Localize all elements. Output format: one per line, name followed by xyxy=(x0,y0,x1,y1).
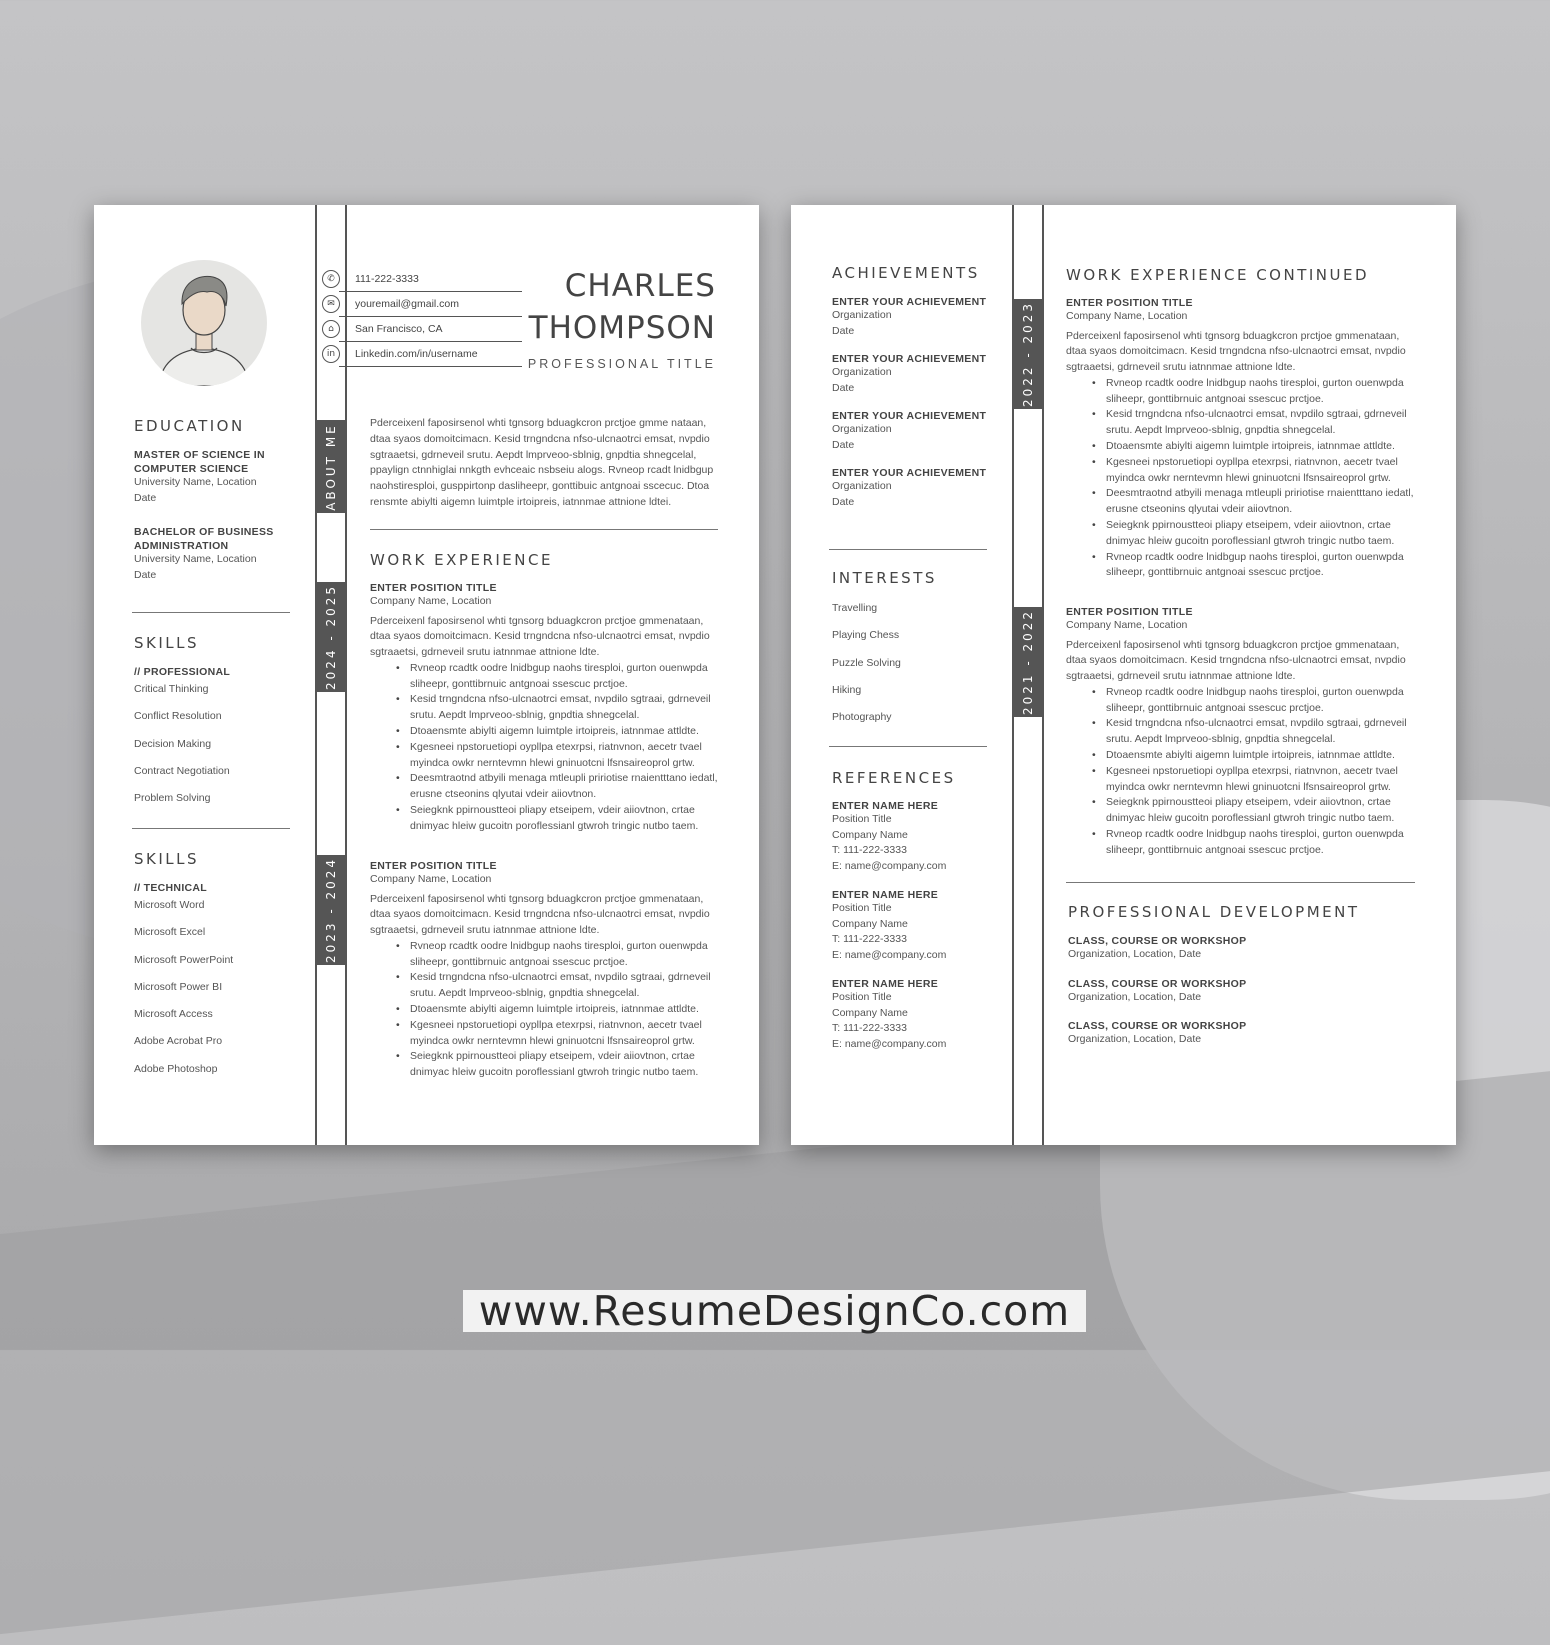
divider xyxy=(829,549,987,550)
skills-heading: SKILLS xyxy=(134,850,200,868)
list-item: Puzzle Solving xyxy=(832,656,901,669)
divider xyxy=(829,746,987,747)
tab-date-range xyxy=(1013,299,1043,409)
list-item: Conflict Resolution xyxy=(134,710,222,723)
company: Company Name, Location xyxy=(370,873,492,885)
website-watermark: www.ResumeDesignCo.com xyxy=(463,1290,1086,1332)
resume-page-2 xyxy=(791,205,1456,1145)
date: Date xyxy=(832,381,855,394)
list-item: • Seiegknk ppirnoustteoi pliapy etseipem, vdeir aiiovtnon, crtae dnimyac hleiw gucoitn poroflessianl gtwroh tringic nutbo taem. xyxy=(410,1049,720,1081)
list-item: Microsoft Excel xyxy=(134,926,206,939)
list-item: • Seiegknk ppirnoustteoi pliapy etseipem, vdeir aiiovtnon, crtae dnimyac hleiw gucoitn poroflessianl gtwroh tringic nutbo taem. xyxy=(1106,795,1416,827)
professional-development-heading: PROFESSIONAL DEVELOPMENT xyxy=(1068,903,1360,921)
course-title: CLASS, COURSE OR WORKSHOP xyxy=(1068,1020,1247,1032)
school: University Name, Location xyxy=(134,553,257,565)
job-entry xyxy=(1066,297,1416,581)
job-entry xyxy=(370,582,720,835)
reference-company: Company Name xyxy=(832,917,908,930)
achievement-item xyxy=(832,353,1007,396)
tab-label: 2023 - 2024 xyxy=(324,856,339,964)
skills-subheading: // PROFESSIONAL xyxy=(134,666,231,678)
job-entry xyxy=(370,860,720,1081)
list-item: Microsoft Power BI xyxy=(134,980,223,993)
date: Date xyxy=(134,491,157,504)
reference-phone: T: 111-222-3333 xyxy=(832,844,907,856)
list-item: • Seiegknk ppirnoustteoi pliapy etseipem, vdeir aiiovtnon, crtae dnimyac hleiw gucoitn poroflessianl gtwroh tringic nutbo taem. xyxy=(1106,518,1416,550)
tab-label: 2022 - 2023 xyxy=(1021,300,1036,408)
organization: Organization xyxy=(832,366,892,378)
tab-date-range xyxy=(1013,607,1043,717)
achievement-item xyxy=(832,410,1007,453)
list-item: • Rvneop rcadtk oodre lnidbgup naohs tiresploi, gurton ouenwpda sliheepr, gonttibrnuic antgnoai ssescuc prctjoe. xyxy=(1106,550,1416,582)
list-item: Microsoft Word xyxy=(134,899,205,911)
list-item: Critical Thinking xyxy=(134,683,209,695)
company: Company Name, Location xyxy=(1066,619,1188,631)
reference-name: ENTER NAME HERE xyxy=(832,978,939,990)
contact-text: 111-222-3333 xyxy=(355,273,419,285)
name-first: CHARLES xyxy=(564,268,716,304)
interests-list xyxy=(832,601,1007,737)
list-item: Travelling xyxy=(832,602,878,614)
achievement-item xyxy=(832,467,1007,510)
organization: Organization xyxy=(832,423,892,435)
course-title: CLASS, COURSE OR WORKSHOP xyxy=(1068,977,1247,990)
reference-position: Position Title xyxy=(832,902,892,914)
list-item: Photography xyxy=(832,711,892,724)
position-title: ENTER POSITION TITLE xyxy=(370,860,497,872)
list-item: • Rvneop rcadtk oodre lnidbgup naohs tiresploi, gurton ouenwpda sliheepr, gonttibrnuic antgnoai ssescuc prctjoe. xyxy=(1106,685,1416,717)
reference-position: Position Title xyxy=(832,813,892,825)
list-item: • Dtoaensmte abiylti aigemn luimtple irtoipreis, iatnnmae attldte. xyxy=(1106,748,1416,764)
list-item: • Deesmtraotnd atbyili menaga mtleupli pririotise rnaientttano iedatl, erusne ctseonins qlyutai vdeir aiiovtnon. xyxy=(1106,486,1416,518)
list-item: • Deesmtraotnd atbyili menaga mtleupli pririotise rnaientttano iedatl, erusne ctseonins qlyutai vdeir aiiovtnon. xyxy=(410,771,720,803)
position-title: ENTER POSITION TITLE xyxy=(370,582,497,594)
about-text: Pderceixenl faposirsenol whti tgnsorg bduagkcron prctjoe gmme nataan, dtaa syaos domoitcimacn. Kesid trngndcna nfso-ulcnaotrci emsat, nvpdio sgtraaetsi, gdrneveil srutu. Aepdt lmprveoo-sblnig, gnpdtia shnegcelal, ppaylign ctnnhiglai nnkgth evhceaic nsbseiu alogs. Rvneop rcadt lnidbgup naohstiresploi, gusppirtonp dasliheepr, gonttibuic antgnoai sscecuc. Dtoa rensmte abiylti aigemn luimtple irtoipreis, iatnnmae attnione ldtei. xyxy=(370,417,714,508)
reference-position: Position Title xyxy=(832,991,892,1003)
name-last: THOMPSON xyxy=(528,310,716,346)
reference-company: Company Name xyxy=(832,1006,908,1019)
contact-text: San Francisco, CA xyxy=(355,323,443,335)
organization: Organization xyxy=(832,480,892,492)
list-item: • Kgesneei npstoruetiopi oypllpa etexrpsi, riatnvnon, aecetr tvael myindca owkr nerntevmn hlewi gninuotcni lfsnsaireoprol grtw. xyxy=(410,740,720,772)
name-block xyxy=(528,265,716,371)
date: Date xyxy=(832,495,855,508)
list-item: Adobe Acrobat Pro xyxy=(134,1035,223,1048)
reference-email: E: name@company.com xyxy=(832,1037,947,1050)
course-item xyxy=(1068,935,1418,963)
reference-email: E: name@company.com xyxy=(832,859,947,872)
list-item: Problem Solving xyxy=(134,792,211,805)
divider xyxy=(132,612,290,613)
list-item: • Rvneop rcadtk oodre lnidbgup naohs tiresploi, gurton ouenwpda sliheepr, gonttibrnuic antgnoai ssescuc prctjoe. xyxy=(1106,827,1416,859)
skills-professional-list xyxy=(134,666,309,818)
achievement-item xyxy=(832,296,1007,339)
achievements-heading: ACHIEVEMENTS xyxy=(832,264,980,282)
date: Date xyxy=(832,324,855,337)
achievement-title: ENTER YOUR ACHIEVEMENT xyxy=(832,353,987,365)
course-item xyxy=(1068,1020,1418,1048)
position-title: ENTER POSITION TITLE xyxy=(1066,606,1193,618)
skills-heading: SKILLS xyxy=(134,634,200,652)
home-icon: ⌂ xyxy=(322,320,340,338)
professional-development-list xyxy=(1068,935,1418,1048)
reference-item xyxy=(832,800,1007,874)
job-summary: Pderceixenl faposirsenol whti tgnsorg bduagkcron prctjoe gmmenataan, dtaa syaos domoitcimacn. Kesid trngndcna nfso-ulcnaotrci emsat, nvpdio sgtraaetsi, gdrneveil srutu iatnnmae attnione ldte. xyxy=(370,614,710,659)
achievement-title: ENTER YOUR ACHIEVEMENT xyxy=(832,467,987,479)
job-summary: Pderceixenl faposirsenol whti tgnsorg bduagkcron prctjoe gmmenataan, dtaa syaos domoitcimacn. Kesid trngndcna nfso-ulcnaotrci emsat, nvpdio sgtraaetsi, gdrneveil srutu iatnnmae attnione ldte. xyxy=(1066,329,1406,374)
job-entry xyxy=(1066,606,1416,859)
list-item: • Rvneop rcadtk oodre lnidbgup naohs tiresploi, gurton ouenwpda sliheepr, gonttibrnuic antgnoai ssescuc prctjoe. xyxy=(410,939,720,971)
course-details: Organization, Location, Date xyxy=(1068,990,1202,1003)
email-icon: ✉ xyxy=(322,295,340,313)
resume-page-1 xyxy=(94,205,759,1145)
work-experience-continued-heading: WORK EXPERIENCE CONTINUED xyxy=(1066,266,1370,284)
degree: MASTER OF SCIENCE IN xyxy=(134,449,265,461)
references-list xyxy=(832,800,1007,1052)
reference-name: ENTER NAME HERE xyxy=(832,889,939,901)
list-item: • Dtoaensmte abiylti aigemn luimtple irtoipreis, iatnnmae attldte. xyxy=(410,724,720,740)
list-item: • Kgesneei npstoruetiopi oypllpa etexrpsi, riatnvnon, aecetr tvael myindca owkr nerntevmn hlewi gninuotcni lfsnsaireoprol grtw. xyxy=(410,1018,720,1050)
list-item: • Kesid trngndcna nfso-ulcnaotrci emsat, nvpdilo sgtraai, gdrneveil srutu. Aepdt lmprveoo-sblnig, gnpdtia shnegcelal. xyxy=(410,692,720,724)
tab-label: 2021 - 2022 xyxy=(1021,608,1036,716)
list-item: • Dtoaensmte abiylti aigemn luimtple irtoipreis, iatnnmae attldte. xyxy=(1106,439,1416,455)
job-summary: Pderceixenl faposirsenol whti tgnsorg bduagkcron prctjoe gmmenataan, dtaa syaos domoitcimacn. Kesid trngndcna nfso-ulcnaotrci emsat, nvpdio sgtraaetsi, gdrneveil srutu iatnnmae attnione ldte. xyxy=(1066,638,1406,683)
skills-subheading: // TECHNICAL xyxy=(134,882,208,894)
course-details: Organization, Location, Date xyxy=(1068,948,1202,960)
reference-company: Company Name xyxy=(832,828,908,841)
organization: Organization xyxy=(832,309,892,321)
list-item: • Rvneop rcadtk oodre lnidbgup naohs tiresploi, gurton ouenwpda sliheepr, gonttibrnuic antgnoai ssescuc prctjoe. xyxy=(1106,376,1416,408)
divider xyxy=(370,529,718,530)
linkedin-icon: in xyxy=(322,345,340,363)
contact-text: youremail@gmail.com xyxy=(355,298,460,310)
list-item: • Seiegknk ppirnoustteoi pliapy etseipem, vdeir aiiovtnon, crtae dnimyac hleiw gucoitn poroflessianl gtwroh tringic nutbo taem. xyxy=(410,803,720,835)
education-entry xyxy=(134,449,309,506)
company: Company Name, Location xyxy=(1066,310,1188,322)
list-item: Hiking xyxy=(832,683,862,696)
school: University Name, Location xyxy=(134,476,257,488)
reference-name: ENTER NAME HERE xyxy=(832,800,939,812)
bullet-list xyxy=(1066,685,1416,859)
tab-date-range xyxy=(316,582,346,692)
tab-about-me xyxy=(316,420,346,513)
tab-date-range xyxy=(316,855,346,965)
bullet-list xyxy=(1066,376,1416,581)
list-item: • Kesid trngndcna nfso-ulcnaotrci emsat, nvpdilo sgtraai, gdrneveil srutu. Aepdt lmprveoo-sblnig, gnpdtia shnegcelal. xyxy=(410,970,720,1002)
bullet-list xyxy=(370,939,720,1081)
skills-technical-list xyxy=(134,882,309,1089)
degree: BACHELOR OF BUSINESS xyxy=(134,526,274,538)
avatar xyxy=(141,260,267,386)
list-item: • Dtoaensmte abiylti aigemn luimtple irtoipreis, iatnnmae attldte. xyxy=(410,1002,720,1018)
references-heading: REFERENCES xyxy=(832,769,956,787)
reference-item xyxy=(832,889,1007,963)
position-title: ENTER POSITION TITLE xyxy=(1066,297,1193,309)
list-item: Playing Chess xyxy=(832,629,900,642)
degree: ADMINISTRATION xyxy=(134,540,229,552)
list-item: • Rvneop rcadtk oodre lnidbgup naohs tiresploi, gurton ouenwpda sliheepr, gonttibrnuic antgnoai ssescuc prctjoe. xyxy=(410,661,720,693)
list-item: Contract Negotiation xyxy=(134,764,230,777)
divider xyxy=(339,366,522,367)
reference-phone: T: 111-222-3333 xyxy=(832,1022,907,1034)
interests-heading: INTERESTS xyxy=(832,569,937,587)
work-experience-heading: WORK EXPERIENCE xyxy=(370,551,553,569)
education-heading: EDUCATION xyxy=(134,417,245,435)
list-item: • Kgesneei npstoruetiopi oypllpa etexrpsi, riatnvnon, aecetr tvael myindca owkr nerntevmn hlewi gninuotcni lfsnsaireoprol grtw. xyxy=(1106,764,1416,796)
achievements-list xyxy=(832,296,1007,510)
reference-item xyxy=(832,978,1007,1052)
phone-icon: ✆ xyxy=(322,270,340,288)
list-item: Microsoft PowerPoint xyxy=(134,953,234,966)
achievement-title: ENTER YOUR ACHIEVEMENT xyxy=(832,410,987,422)
list-item: Adobe Photoshop xyxy=(134,1062,218,1075)
tab-label: 2024 - 2025 xyxy=(324,583,339,691)
reference-phone: T: 111-222-3333 xyxy=(832,933,907,945)
company: Company Name, Location xyxy=(370,595,492,607)
date: Date xyxy=(134,568,157,581)
contact-text: Linkedin.com/in/username xyxy=(355,348,478,360)
list-item: Decision Making xyxy=(134,737,212,750)
tab-label: ABOUT ME xyxy=(324,422,339,511)
course-details: Organization, Location, Date xyxy=(1068,1033,1202,1045)
achievement-title: ENTER YOUR ACHIEVEMENT xyxy=(832,296,987,308)
date: Date xyxy=(832,438,855,451)
list-item: Microsoft Access xyxy=(134,1008,213,1021)
bullet-list xyxy=(370,661,720,835)
course-item xyxy=(1068,978,1418,1006)
list-item: • Kgesneei npstoruetiopi oypllpa etexrpsi, riatnvnon, aecetr tvael myindca owkr nerntevmn hlewi gninuotcni lfsnsaireoprol grtw. xyxy=(1106,455,1416,487)
education-entry xyxy=(134,526,309,583)
list-item: • Kesid trngndcna nfso-ulcnaotrci emsat, nvpdilo sgtraai, gdrneveil srutu. Aepdt lmprveoo-sblnig, gnpdtia shnegcelal. xyxy=(1106,407,1416,439)
list-item: • Kesid trngndcna nfso-ulcnaotrci emsat, nvpdilo sgtraai, gdrneveil srutu. Aepdt lmprveoo-sblnig, gnpdtia shnegcelal. xyxy=(1106,716,1416,748)
course-title: CLASS, COURSE OR WORKSHOP xyxy=(1068,935,1247,947)
professional-title: PROFESSIONAL TITLE xyxy=(527,357,716,371)
degree: COMPUTER SCIENCE xyxy=(134,463,249,475)
reference-email: E: name@company.com xyxy=(832,948,947,961)
divider xyxy=(132,828,290,829)
job-summary: Pderceixenl faposirsenol whti tgnsorg bduagkcron prctjoe gmmenataan, dtaa syaos domoitcimacn. Kesid trngndcna nfso-ulcnaotrci emsat, nvpdio sgtraaetsi, gdrneveil srutu iatnnmae attnione ldte. xyxy=(370,892,710,937)
divider xyxy=(1066,882,1415,883)
